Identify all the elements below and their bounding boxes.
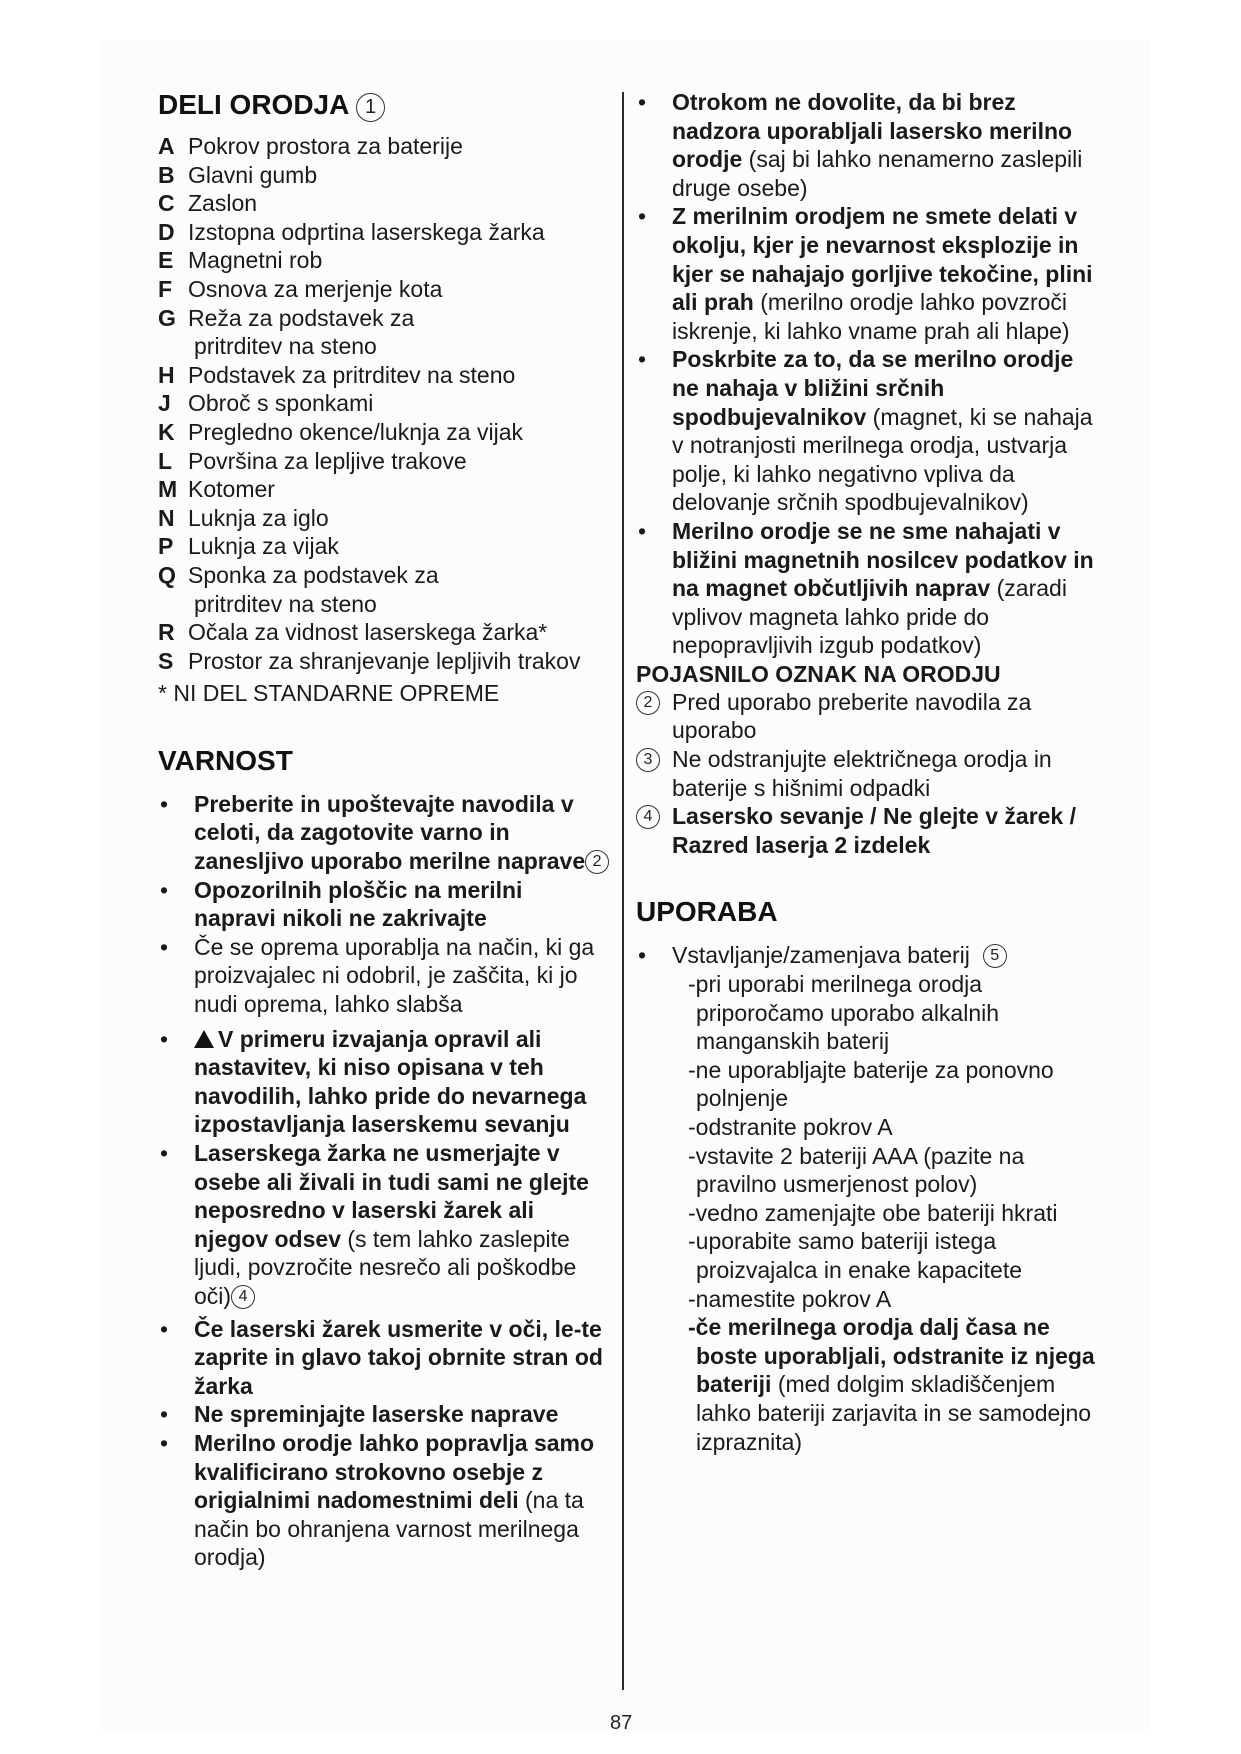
parts-title: DELI ORODJA [158,89,349,120]
list-item [158,1315,610,1401]
safety-heading: VARNOST [158,744,293,776]
left-column [158,88,610,1572]
part-label: Luknja za iglo [188,504,329,531]
usage-heading: UPORABA [636,896,778,928]
usage-step: -vstavite 2 bateriji AAA (pazite na pravilno usmerjenost polov) [688,1142,1025,1198]
safety-item-9: Otrokom ne dovolite, da bi brez nadzora uporabljali lasersko merilno orodje [672,89,1073,173]
part-item [158,561,610,618]
list-item [636,345,1106,517]
part-key: M [158,476,178,503]
usage-steps-last [636,1313,1106,1456]
part-key: P [158,533,174,560]
list-item [158,1025,610,1139]
warning-triangle-icon [194,1030,214,1048]
legend-text: Pred uporabo preberite navodila za uporabo [672,688,1032,744]
part-label: Očala za vidnost laserskega žarka* [188,619,548,646]
part-label-continued: pritrditev na steno [194,333,377,360]
figure-ref: 3 [636,748,660,772]
safety-item-9-note: (saj bi lahko nenamerno zaslepili druge osebe) [672,146,1083,201]
list-item [158,790,610,876]
part-label: Pokrov prostora za baterije [188,133,463,159]
part-key: F [158,275,173,302]
part-label: Osnova za merjenje kota [188,275,443,302]
safety-item-1: Preberite in upoštevajte navodila v celoti, da zagotovite varno in zanesljivo uporabo merilne naprave [194,790,586,875]
page-number: 87 [610,1712,633,1734]
part-key: K [158,418,175,445]
part-item [158,132,610,161]
parts-heading [158,88,610,122]
safety-item-10: Z merilnim orodjem ne smete delati v okolju, kjer je nevarnost eksplozije in kjer se nahajajo gorljive tekočine, plini ali prah [672,203,1093,316]
part-item [158,504,610,533]
right-column [636,88,1106,1456]
part-item [158,161,610,190]
part-item [158,475,610,504]
usage-steps [636,970,1106,1313]
list-item [158,933,610,1019]
safety-item-7: Ne spreminjajte laserske naprave [194,1401,559,1428]
list-item [636,202,1106,345]
legend-item [636,688,1106,745]
parts-list [158,132,610,675]
legend-heading: POJASNILO OZNAK NA ORODJU [636,660,1001,687]
part-key: E [158,247,174,274]
part-label: Luknja za vijak [188,533,339,560]
figure-ref: 4 [636,805,660,829]
parts-note: * NI DEL STANDARNE OPREME [158,680,500,707]
safety-item-5-note: (s tem lahko zaslepite ljudi, povzročite nesrečo ali poškodbe oči) [194,1225,577,1309]
safety-list [158,790,610,1572]
legend-item [636,745,1106,802]
usage-step: -vedno zamenjajte obe bateriji hkrati [688,1199,1058,1226]
part-key: B [158,161,175,188]
part-key: R [158,619,175,646]
safety-item-3: Če se oprema uporablja na način, ki ga proizvajalec ni odobril, je zaščita, ki jo nudi oprema, lahko slabša [194,933,595,1018]
safety-item-2: Opozorilnih ploščic na merilni napravi nikoli ne zakrivajte [194,876,523,932]
part-label: Površina za lepljive trakove [188,447,467,474]
usage-step-last: -če merilnega orodja dalj časa ne boste uporabljali, odstranite iz njega bateriji [688,1314,1095,1398]
part-key: H [158,361,175,388]
figure-ref: 2 [585,850,609,874]
part-item [158,532,610,561]
usage-step: -namestite pokrov A [688,1285,892,1312]
part-item [158,218,610,247]
figure-ref: 1 [356,93,385,122]
part-key: A [158,133,175,159]
usage-step: -uporabite samo bateriji istega proizvajalca in enake kapacitete [688,1228,1023,1283]
part-key: G [158,304,176,331]
figure-ref: 2 [636,691,660,715]
usage-item: Vstavljanje/zamenjava baterij [672,942,970,969]
list-item [158,876,610,933]
part-item [158,246,610,275]
usage-step: -pri uporabi merilnega orodja priporočamo uporabo alkalnih manganskih baterij [688,971,1000,1055]
part-label: Podstavek za pritrditev na steno [188,361,516,388]
safety-item-10-note: (merilno orodje lahko povzroči iskrenje, ki lahko vname prah ali hlape) [672,289,1070,344]
part-key: Q [158,561,176,588]
legend-text: Lasersko sevanje / Ne glejte v žarek / Razred laserja 2 izdelek [672,803,1077,858]
usage-step-last-note: (med dolgim skladiščenjem lahko bateriji zarjavita in se samodejno izpraznita) [696,1371,1092,1455]
figure-ref: 5 [983,944,1007,968]
safety-item-4: V primeru izvajanja opravil ali nastavitev, ki niso opisana v teh navodilih, lahko pride do nevarnega izpostavljanja laserskemu sevanju [194,1025,587,1138]
list-item [636,88,1106,202]
column-divider [622,92,624,1690]
part-item [158,361,610,390]
part-key: N [158,504,175,531]
part-item [158,647,610,676]
part-key: L [158,447,173,474]
part-item [158,418,610,447]
safety-item-8-note: (na ta način bo ohranjena varnost merilnega orodja) [194,1487,584,1571]
list-item [158,1400,610,1429]
safety-item-11-note: (magnet, ki se nahaja v notranjosti merilnega orodja, ustvarja polje, ki lahko negativno vpliva da delovanje srčnih spodbujevalnikov) [672,403,1093,516]
safety-item-8: Merilno orodje lahko popravlja samo kvalificirano strokovno osebje z origialnimi nadomestnimi deli [194,1429,595,1514]
part-item [158,618,610,647]
part-key: S [158,647,174,674]
safety-item-12-note: (zaradi vplivov magneta lahko pride do nepopravljivih izgub podatkov) [672,575,1067,659]
part-label: Reža za podstavek za [188,304,415,331]
part-label: Obroč s sponkami [188,390,374,417]
part-key: J [158,390,171,417]
part-item [158,275,610,304]
usage-list [636,941,1106,970]
part-label: Zaslon [188,190,258,217]
safety-item-12: Merilno orodje se ne sme nahajati v bližini magnetnih nosilcev podatkov in na magnet občutljivih naprav [672,517,1094,602]
part-label: Pregledno okence/luknja za vijak [188,418,523,445]
part-item [158,447,610,476]
safety-item-6: Če laserski žarek usmerite v oči, le-te zaprite in glavo takoj obrnite stran od žarka [194,1315,603,1399]
part-item [158,189,610,218]
usage-step: -ne uporabljajte baterije za ponovno polnjenje [688,1056,1054,1112]
part-item [158,304,610,361]
part-label: Magnetni rob [188,247,323,274]
legend-list [636,688,1106,860]
list-item [158,1139,610,1311]
part-item [158,389,610,418]
safety-item-5: Laserskega žarka ne usmerjajte v osebe ali živali in tudi sami ne glejte neposredno v laserski žarek ali njegov odsev [194,1140,589,1252]
safety-continued-list [636,88,1106,660]
part-label: Izstopna odprtina laserskega žarka [188,218,545,245]
part-label: Prostor za shranjevanje lepljivih trakov [188,647,581,674]
list-item [636,941,1106,970]
part-label-continued: pritrditev na steno [194,590,377,617]
list-item [688,1313,1106,1456]
legend-item [636,802,1106,859]
part-label: Glavni gumb [188,161,318,188]
list-item [636,517,1106,660]
usage-step: -odstranite pokrov A [688,1114,893,1140]
figure-ref: 4 [231,1285,255,1309]
part-key: D [158,218,175,245]
part-label: Kotomer [188,476,275,503]
list-item [158,1429,610,1572]
part-label: Sponka za podstavek za [188,561,439,588]
part-key: C [158,190,175,217]
legend-text: Ne odstranjujte električnega orodja in baterije s hišnimi odpadki [672,746,1052,801]
safety-item-11: Poskrbite za to, da se merilno orodje ne nahaja v bližini srčnih spodbujevalnikov [672,346,1074,430]
